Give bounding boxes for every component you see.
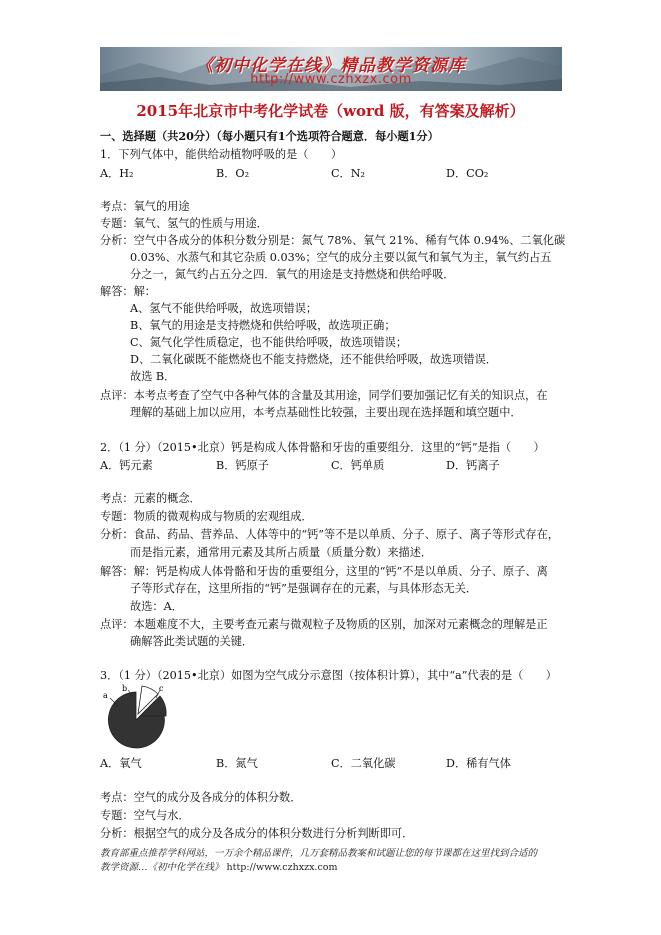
q2-option-b: B．钙原子	[216, 459, 269, 472]
q1-answer: 故选 B．	[130, 370, 176, 383]
q3-fenxi: 分析：根据空气的成分及各成分的体积分数进行分析判断即可．	[100, 827, 414, 840]
q2-option-d: D．钙离子	[446, 459, 500, 472]
q2-dianping-line2: 确解答此类试题的关键．	[130, 635, 254, 648]
q3-stem: 3．（1 分）（2015•北京）如图为空气成分示意图（按体积计算），其中“a”代表的是（ ）	[100, 669, 557, 682]
q3-option-b: B．氮气	[216, 757, 258, 770]
q2-stem: 2．（1 分）（2015•北京）钙是构成人体骨骼和牙齿的重要组分．这里的“钙”是指（ ）	[100, 441, 545, 454]
document-title: 2015年北京市中考化学试卷（word 版，有答案及解析）	[136, 102, 525, 120]
footer	[100, 847, 568, 875]
q1-fenxi-line2: 0.03%、水蒸气和其它杂质 0.03%；空气的成分主要以氮气和氧气为主，氧气约占五	[130, 251, 552, 264]
q1-jieda-b: B、氧气的用途是支持燃烧和供给呼吸，故选项正确；	[130, 319, 396, 332]
q1-option-c: C．N₂	[331, 167, 366, 180]
pie-label-b: b	[122, 684, 128, 693]
q1-fenxi-line1: 分析：空气中各成分的体积分数分别是：氮气 78%、氧气 21%、稀有气体 0.94%、二氧化碳	[100, 234, 566, 247]
q1-jieda-c: C、氮气化学性质稳定，也不能供给呼吸，故选项错误；	[130, 336, 408, 349]
q2-dianping-line1: 点评：本题难度不大，主要考查元素与微观粒子及物质的区别，加深对元素概念的理解是正	[100, 618, 548, 631]
q3-option-d: D．稀有气体	[446, 757, 511, 770]
q1-option-b: B．O₂	[216, 167, 250, 180]
footer-line2: 教学资源…《初中化学在线》	[100, 862, 224, 873]
q1-stem: 1．下列气体中，能供给动植物呼吸的是（ ）	[100, 148, 343, 161]
q1-dianping-line1: 点评：本考点考查了空气中各种气体的含量及其用途，同学们要加强记忆有关的知识点，在	[100, 389, 548, 402]
q2-kaodian: 考点：元素的概念．	[100, 492, 201, 505]
q2-fenxi-line1: 分析：食品、药品、营养品、人体等中的“钙”等不是以单质、分子、原子、离子等形式存在，	[100, 528, 559, 541]
q2-jieda-line1: 解答：解：钙是构成人体骨骼和牙齿的重要组分，这里的“钙”不是以单质、分子、原子、离	[100, 565, 548, 578]
air-composition-pie-chart	[100, 684, 170, 750]
pie-label-c: c	[159, 684, 164, 693]
q1-fenxi-line3: 分之一，氮气约占五分之四．氧气的用途是支持燃烧和供给呼吸．	[130, 268, 455, 281]
q2-jieda-line2: 子等形式存在，这里所指的“钙”是强调存在的元素，与具体形态无关．	[130, 582, 478, 595]
section-heading: 一、选择题（共20分）（每小题只有1个选项符合题意．每小题1分）	[100, 129, 439, 143]
banner-title: 《初中化学在线》精品教学资源库	[196, 56, 466, 76]
q3-kaodian: 考点：空气的成分及各成分的体积分数．	[100, 791, 302, 804]
q1-jieda: 解答：解：	[100, 285, 156, 298]
q2-answer: 故选：A．	[130, 600, 183, 613]
q3-option-c: C．二氧化碳	[331, 757, 396, 770]
q1-option-a: A．H₂	[100, 167, 134, 180]
q1-dianping-line2: 理解的基础上加以应用，本考点基础性比较强，主要出现在选择题和填空题中．	[130, 406, 522, 419]
q1-jieda-a: A、氢气不能供给呼吸，故选项错误；	[130, 302, 318, 315]
q1-jieda-d: D、二氧化碳既不能燃烧也不能支持燃烧，还不能供给呼吸，故选项错误．	[130, 353, 497, 366]
pie-label-a: a	[103, 691, 108, 700]
q1-option-d: D．CO₂	[446, 167, 489, 180]
q3-option-a: A．氧气	[100, 757, 142, 770]
q2-zhuanti: 专题：物质的微观构成与物质的宏观组成．	[100, 510, 313, 523]
q2-fenxi-line2: 而是指元素，通常用元素及其所占质量（质量分数）来描述．	[130, 546, 433, 559]
banner-url[interactable]: http://www.czhxzx.com	[250, 72, 412, 87]
q3-zhuanti: 专题：空气与水．	[100, 809, 190, 822]
q1-kaodian: 考点：氧气的用途	[100, 200, 190, 213]
q2-option-c: C．钙单质	[331, 459, 385, 472]
q2-option-a: A．钙元素	[100, 459, 153, 472]
q1-zhuanti: 专题：氧气、氢气的性质与用途．	[100, 217, 268, 230]
header-banner	[100, 47, 562, 91]
footer-url[interactable]: http://www.czhxzx.com	[226, 862, 338, 873]
footer-line1: 教育部重点推荐学科网站，一万余个精品课件，几万套精品教案和试题让您的每节课都在这里找到合适的	[100, 848, 538, 859]
